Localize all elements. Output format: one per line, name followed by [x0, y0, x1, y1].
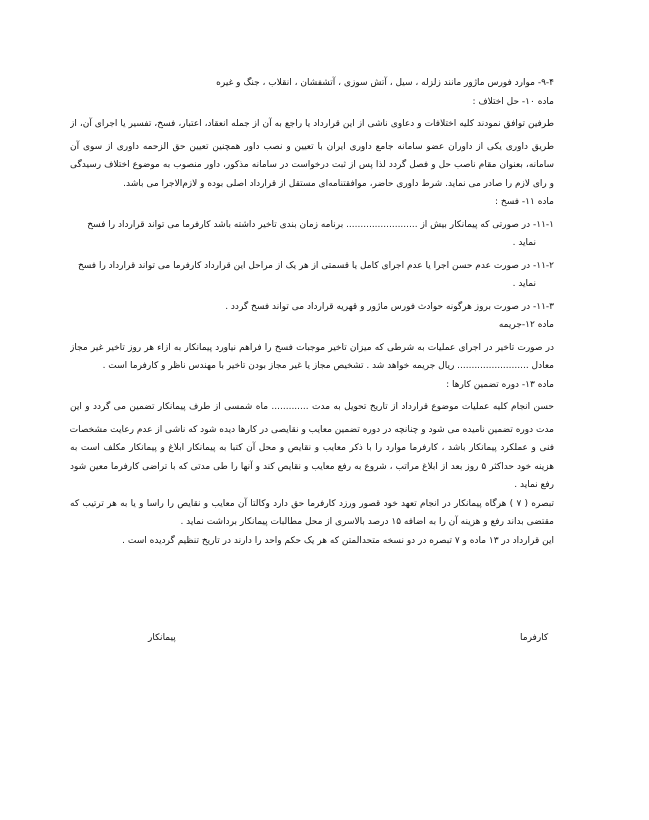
article-10-heading: ماده ۱۰- حل اختلاف : — [472, 96, 554, 107]
article-13-line-3: فنی و عملکرد پیمانکار باشد ، کارفرما موارد را با ذکر معایب و نقایص و محل آن کتبا به پیمانکار ابلاغ و پیمانکار مکلف است به — [70, 443, 554, 453]
article-13-heading: ماده ۱۳- دوره تضمین کارها : — [446, 379, 554, 390]
clause-11-2-cont: نماید . — [512, 279, 536, 289]
article-13-line-5: رفع نماید . — [514, 480, 554, 490]
employer-signature-label: کارفرما — [520, 633, 549, 643]
clause-9-4: ۹-۴- موارد فورس ماژور مانند زلزله ، سیل ، آتش سوزی ، آتشفشان ، انقلاب ، جنگ و غیره — [216, 78, 554, 88]
article-10-line-2: طریق داوری یکی از داوران عضو سامانه جامع داوری ایران با تعیین و نصب داور همچنین تعیین حق الزحمه داوری از سوی آن — [70, 141, 554, 152]
clause-11-3: ۱۱-۳- در صورت بروز هرگونه حوادث فورس ماژور و قهریه قرارداد می تواند فسخ گردد . — [225, 301, 554, 312]
article-10-line-1: طرفین توافق نمودند کلیه اختلافات و دعاوی ناشی از این قرارداد یا راجع به آن از جمله انعقاد، اعتبار، فسخ، تفسیر یا اجرای آن، از — [70, 119, 554, 129]
article-13-line-2: مدت دوره تضمین نامیده می شود و چنانچه در دوره تضمین معایب و نقایصی در کارها دیده شود که ناشی از عدم رعایت مشخصات — [70, 424, 554, 435]
article-13-line-4: هزینه خود حداکثر ۵ روز بعد از ابلاغ مراتب ، شروع به رفع معایب و نقایص کند و آنها را طی مدتی که با تراضی کارفرما معین شود — [70, 461, 554, 472]
article-11-heading: ماده ۱۱- فسخ : — [495, 197, 554, 207]
contract-text — [70, 74, 554, 550]
article-12-heading: ماده ۱۲-جریمه — [498, 320, 554, 330]
note-7-line-2: مقتضی بداند رفع و هزینه آن را به اضافه ۱۵ درصد بالاسری از محل مطالبات پیمانکار برداشت نماید . — [180, 517, 554, 527]
clause-11-2: ۱۱-۲- در صورت عدم حسن اجرا یا عدم اجرای کامل یا قسمتی از هر یک از مراحل این قرارداد کارفرما می تواند قرارداد را فسخ — [77, 260, 554, 271]
contractor-signature-label: پیمانکار — [148, 633, 176, 643]
article-10-line-4: و رای لازم را صادر می نماید. شرط داوری حاضر، موافقتنامه‌ای مستقل از قرارداد اصلی بوده و لازم‌الاجرا می باشد. — [123, 178, 554, 189]
article-12-line-1: در صورت تاخیر در اجرای عملیات به شرطی که میزان تاخیر موجبات فسخ را فراهم نیاورد پیمانکار به ازاء هر روز تاخیر غیر مجاز — [70, 342, 554, 353]
article-12-line-2: معادل ......................... ریال جریمه خواهد شد . تشخیص مجاز یا غیر مجاز بودن تاخیر با مهندس ناظر و کارفرما است . — [102, 361, 554, 371]
clause-11-1-cont: نماید . — [512, 238, 536, 248]
clause-11-1: ۱۱-۱- در صورتی که پیمانکار بیش از ......................... برنامه زمان بندی تاخیر داشته باشد کارفرما می تواند قرارداد را فسخ — [87, 219, 554, 230]
article-10-line-3: سامانه، بعنوان مقام ناصب حل و فصل گردد لذا پس از ثبت درخواست در سامانه مذکور، داور منصوب به موضوع اختلاف رسیدگی — [70, 160, 554, 170]
note-7-line-1: تبصره ( ۷ ) هرگاه پیمانکار در انجام تعهد خود قصور ورزد کارفرما حق دارد وکالتا آن معایب و نقایص را راسا و یا به هر ترتیب که — [70, 498, 554, 509]
article-13-line-1: حسن انجام کلیه عملیات موضوع قرارداد از تاریخ تحویل به مدت ............. ماه شمسی از طرف پیمانکار تضمین می گردد و این — [70, 402, 554, 412]
closing-statement: این قرارداد در ۱۳ ماده و ۷ تبصره در دو نسخه متحدالمتن که هر یک حکم واحد را دارند در تاریخ تنظیم گردیده است . — [122, 535, 554, 546]
